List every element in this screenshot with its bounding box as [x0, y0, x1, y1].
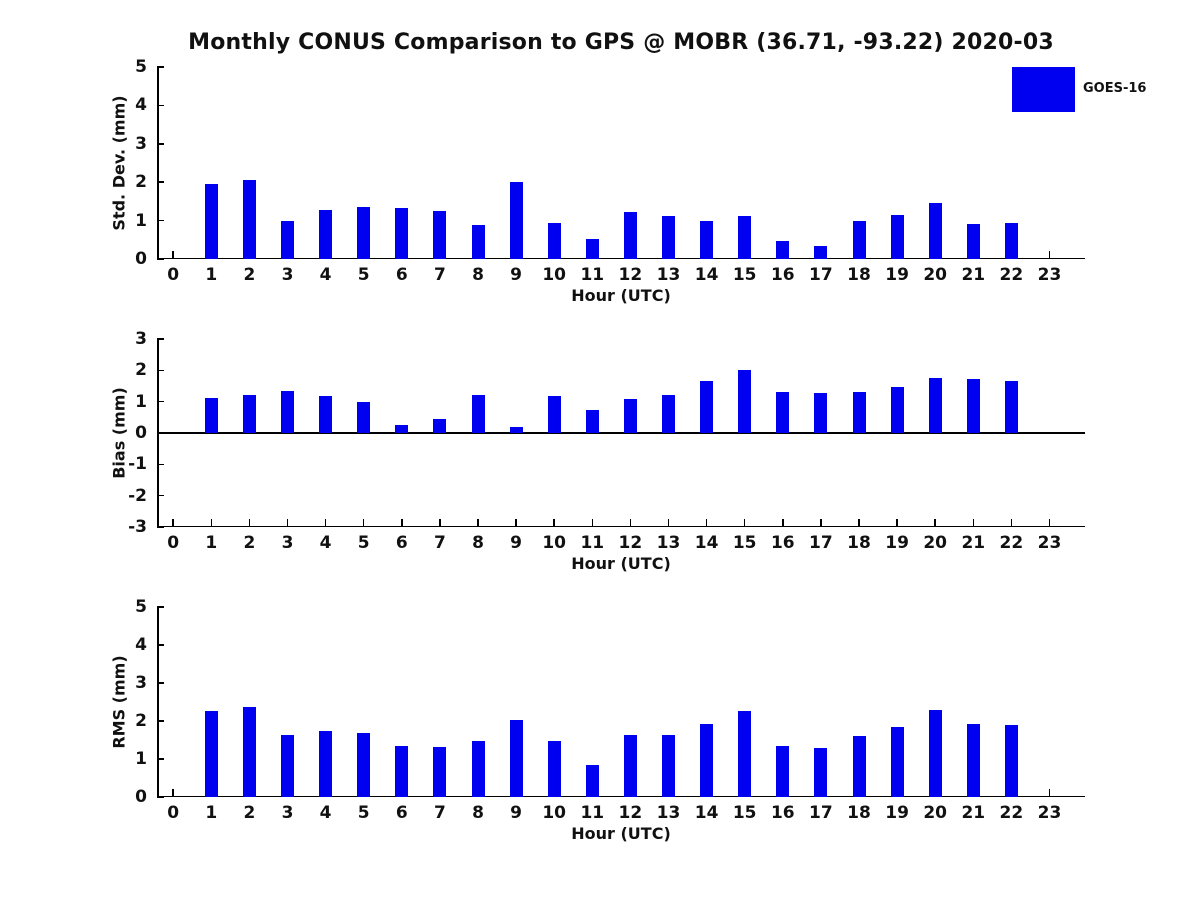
y-tick-label: 4: [135, 95, 147, 116]
y-tick: [157, 464, 164, 466]
x-tick-label: 15: [732, 265, 757, 285]
x-tick-label: 0: [167, 803, 180, 823]
y-tick: [157, 606, 164, 608]
bar: [776, 392, 789, 433]
y-tick: [157, 338, 164, 340]
x-tick-label: 1: [205, 265, 218, 285]
y-tick-label: 0: [135, 787, 147, 807]
x-tick: [287, 519, 289, 526]
bar: [281, 735, 294, 797]
x-tick-label: 9: [510, 803, 523, 823]
stddev-plot: [109, 57, 1085, 305]
x-tick: [1049, 789, 1051, 796]
bar: [319, 396, 332, 433]
x-tick-label: 1: [205, 803, 218, 823]
x-tick-label: 9: [510, 265, 523, 285]
bar: [738, 216, 751, 259]
x-tick-label: 20: [923, 265, 948, 285]
x-tick-label: 19: [885, 803, 909, 823]
x-tick-label: 17: [809, 803, 833, 823]
x-tick: [172, 519, 174, 526]
x-tick-label: 6: [395, 533, 408, 553]
bar: [967, 724, 980, 797]
x-tick: [172, 789, 174, 796]
bar: [700, 221, 713, 259]
x-tick-label: 6: [395, 265, 408, 285]
y-tick-label: 3: [135, 673, 147, 693]
bar: [586, 410, 599, 433]
bar: [395, 746, 408, 797]
x-tick-label: 1: [205, 533, 218, 553]
y-axis-line: [157, 67, 159, 259]
rms-plot: [109, 597, 1085, 843]
x-tick-label: 9: [510, 533, 523, 553]
x-tick-label: 13: [656, 265, 681, 285]
bar: [510, 720, 523, 797]
x-tick-label: 22: [999, 803, 1024, 823]
x-tick: [630, 519, 632, 526]
x-tick-label: 7: [433, 533, 446, 553]
bar: [624, 399, 637, 433]
x-tick: [744, 519, 746, 526]
x-tick-label: 10: [542, 265, 567, 285]
bar: [243, 180, 256, 259]
x-tick-label: 8: [472, 803, 484, 823]
bar: [319, 210, 332, 259]
zero-line: [157, 432, 1085, 434]
x-tick-label: 5: [357, 533, 370, 553]
y-tick-label: 5: [135, 57, 147, 77]
y-tick-label: -3: [128, 517, 147, 537]
x-axis-line: [157, 526, 1085, 528]
bar: [967, 224, 980, 259]
bar: [1005, 223, 1018, 259]
y-tick-label: 1: [135, 749, 147, 769]
y-tick: [157, 758, 164, 760]
bar: [1005, 381, 1018, 433]
bar: [891, 387, 904, 433]
bar: [548, 223, 561, 259]
bar: [738, 370, 751, 433]
bar: [700, 381, 713, 433]
bar: [281, 391, 294, 433]
y-tick: [157, 258, 164, 260]
x-tick-label: 11: [580, 265, 605, 285]
x-tick-label: 7: [433, 265, 446, 285]
bar: [776, 241, 789, 259]
x-tick-label: 16: [770, 265, 795, 285]
x-tick: [477, 519, 479, 526]
x-axis-label-bias: Hour (UTC): [571, 554, 671, 573]
x-tick: [896, 519, 898, 526]
x-tick-label: 10: [542, 803, 567, 823]
x-axis-label-stddev: Hour (UTC): [571, 286, 671, 305]
y-tick: [157, 370, 164, 372]
y-tick: [157, 181, 164, 183]
bar: [662, 216, 675, 259]
x-tick-label: 0: [167, 265, 180, 285]
y-tick-label: 1: [135, 391, 147, 412]
x-tick-label: 2: [243, 533, 256, 553]
bar: [853, 221, 866, 259]
x-tick-label: 11: [580, 533, 605, 553]
x-tick: [211, 519, 213, 526]
x-tick-label: 5: [357, 265, 370, 285]
bar: [814, 246, 827, 259]
bar: [472, 741, 485, 797]
x-tick-label: 22: [999, 533, 1024, 553]
bar: [357, 733, 370, 797]
y-tick: [157, 644, 164, 646]
bias-plot: [109, 329, 1085, 573]
x-tick-label: 4: [319, 533, 332, 553]
bar: [433, 211, 446, 259]
y-tick-label: 1: [135, 210, 147, 231]
bar: [586, 765, 599, 797]
y-tick: [157, 720, 164, 722]
bar: [853, 736, 866, 797]
x-tick-label: 20: [923, 803, 948, 823]
bar: [472, 395, 485, 433]
x-tick-label: 8: [472, 265, 484, 285]
x-tick-label: 10: [542, 533, 567, 553]
bar: [700, 724, 713, 797]
legend-label: GOES-16: [1083, 81, 1147, 96]
bar: [281, 221, 294, 259]
x-tick: [668, 519, 670, 526]
bar: [319, 731, 332, 797]
bar: [891, 727, 904, 797]
x-tick-label: 12: [618, 533, 643, 553]
bar: [433, 419, 446, 433]
bar: [662, 395, 675, 433]
y-tick-label: 0: [135, 423, 147, 443]
x-tick: [515, 519, 517, 526]
x-tick-label: 23: [1037, 803, 1062, 823]
y-tick: [157, 432, 164, 434]
x-tick: [363, 519, 365, 526]
x-tick-label: 6: [395, 803, 408, 823]
y-tick: [157, 796, 164, 798]
y-tick-label: 4: [135, 635, 147, 655]
y-tick-label: 3: [135, 133, 147, 154]
x-tick-label: 14: [694, 533, 719, 553]
y-tick-label: 2: [135, 172, 147, 193]
x-axis-label-rms: Hour (UTC): [571, 824, 671, 843]
x-tick-label: 15: [732, 533, 757, 553]
bar: [357, 207, 370, 259]
bar: [548, 741, 561, 797]
x-tick: [858, 519, 860, 526]
x-tick-label: 8: [472, 533, 484, 553]
x-tick: [934, 519, 936, 526]
bar: [510, 427, 523, 433]
bar: [624, 212, 637, 259]
bar: [205, 398, 218, 433]
x-tick-label: 3: [281, 265, 294, 285]
x-tick-label: 12: [618, 803, 643, 823]
y-tick-label: 3: [135, 329, 147, 349]
bar: [395, 425, 408, 433]
y-tick: [157, 495, 164, 497]
bar: [967, 379, 980, 433]
y-tick-label: -2: [128, 485, 147, 506]
x-tick: [401, 519, 403, 526]
x-tick: [706, 519, 708, 526]
bar: [205, 184, 218, 259]
bar: [472, 225, 485, 259]
x-tick-label: 18: [847, 533, 871, 553]
x-tick-label: 16: [770, 803, 795, 823]
x-tick: [1011, 519, 1013, 526]
y-tick-label: 0: [135, 249, 147, 269]
x-tick-label: 18: [847, 803, 871, 823]
y-tick-label: -1: [128, 454, 147, 475]
x-tick-label: 5: [357, 803, 370, 823]
y-tick-label: 2: [135, 360, 147, 381]
y-tick: [157, 143, 164, 145]
bar: [624, 735, 637, 797]
x-tick: [439, 519, 441, 526]
y-tick: [157, 220, 164, 222]
bar: [814, 393, 827, 433]
x-tick-label: 19: [885, 533, 909, 553]
x-tick-label: 21: [961, 533, 986, 553]
y-axis-label-stddev: Std. Dev. (mm): [109, 95, 129, 231]
x-tick: [1049, 251, 1051, 258]
x-tick-label: 16: [770, 533, 795, 553]
bar: [243, 707, 256, 797]
x-tick-label: 23: [1037, 533, 1062, 553]
x-tick: [325, 519, 327, 526]
bar: [510, 182, 523, 259]
x-tick: [1049, 519, 1051, 526]
x-tick-label: 0: [167, 533, 180, 553]
x-tick-label: 19: [885, 265, 909, 285]
y-tick-label: 5: [135, 597, 147, 617]
bar: [814, 748, 827, 797]
bar: [586, 239, 599, 259]
x-tick-label: 14: [694, 265, 719, 285]
x-tick-label: 2: [243, 803, 256, 823]
y-tick: [157, 682, 164, 684]
x-axis-line: [157, 796, 1085, 798]
bar: [929, 378, 942, 433]
x-tick-label: 17: [809, 265, 833, 285]
x-tick-label: 12: [618, 265, 643, 285]
x-tick-label: 13: [656, 803, 681, 823]
y-axis-line: [157, 607, 159, 797]
bar: [243, 395, 256, 433]
y-tick: [157, 66, 164, 68]
x-axis-line: [157, 258, 1085, 260]
x-tick-label: 3: [281, 803, 294, 823]
bar: [929, 203, 942, 259]
y-axis-label-bias: Bias (mm): [109, 387, 129, 479]
x-tick: [172, 251, 174, 258]
x-tick: [820, 519, 822, 526]
x-tick-label: 21: [961, 803, 986, 823]
x-tick: [553, 519, 555, 526]
y-tick: [157, 401, 164, 403]
x-tick: [249, 519, 251, 526]
chart-title: Monthly CONUS Comparison to GPS @ MOBR (36.71, -93.22) 2020-03: [188, 30, 1054, 55]
bar: [433, 747, 446, 797]
bar: [662, 735, 675, 797]
x-tick-label: 20: [923, 533, 948, 553]
x-tick-label: 13: [656, 533, 681, 553]
x-tick-label: 23: [1037, 265, 1062, 285]
x-tick-label: 7: [433, 803, 446, 823]
x-tick-label: 4: [319, 803, 332, 823]
bar: [357, 402, 370, 433]
bar: [205, 711, 218, 797]
bar: [891, 215, 904, 259]
x-tick-label: 17: [809, 533, 833, 553]
x-tick-label: 2: [243, 265, 256, 285]
x-tick-label: 21: [961, 265, 986, 285]
bar: [548, 396, 561, 433]
x-tick-label: 22: [999, 265, 1024, 285]
y-tick: [157, 105, 164, 107]
bar: [929, 710, 942, 797]
x-tick-label: 18: [847, 265, 871, 285]
y-axis-label-rms: RMS (mm): [109, 655, 129, 749]
y-tick-label: 2: [135, 711, 147, 731]
x-tick: [592, 519, 594, 526]
x-tick-label: 14: [694, 803, 719, 823]
y-tick: [157, 526, 164, 528]
bar: [853, 392, 866, 433]
bar: [738, 711, 751, 797]
bar: [395, 208, 408, 259]
x-tick-label: 11: [580, 803, 605, 823]
x-tick-label: 15: [732, 803, 757, 823]
bar: [776, 746, 789, 797]
x-tick: [782, 519, 784, 526]
x-tick-label: 4: [319, 265, 332, 285]
x-tick: [973, 519, 975, 526]
x-tick-label: 3: [281, 533, 294, 553]
bar: [1005, 725, 1018, 797]
